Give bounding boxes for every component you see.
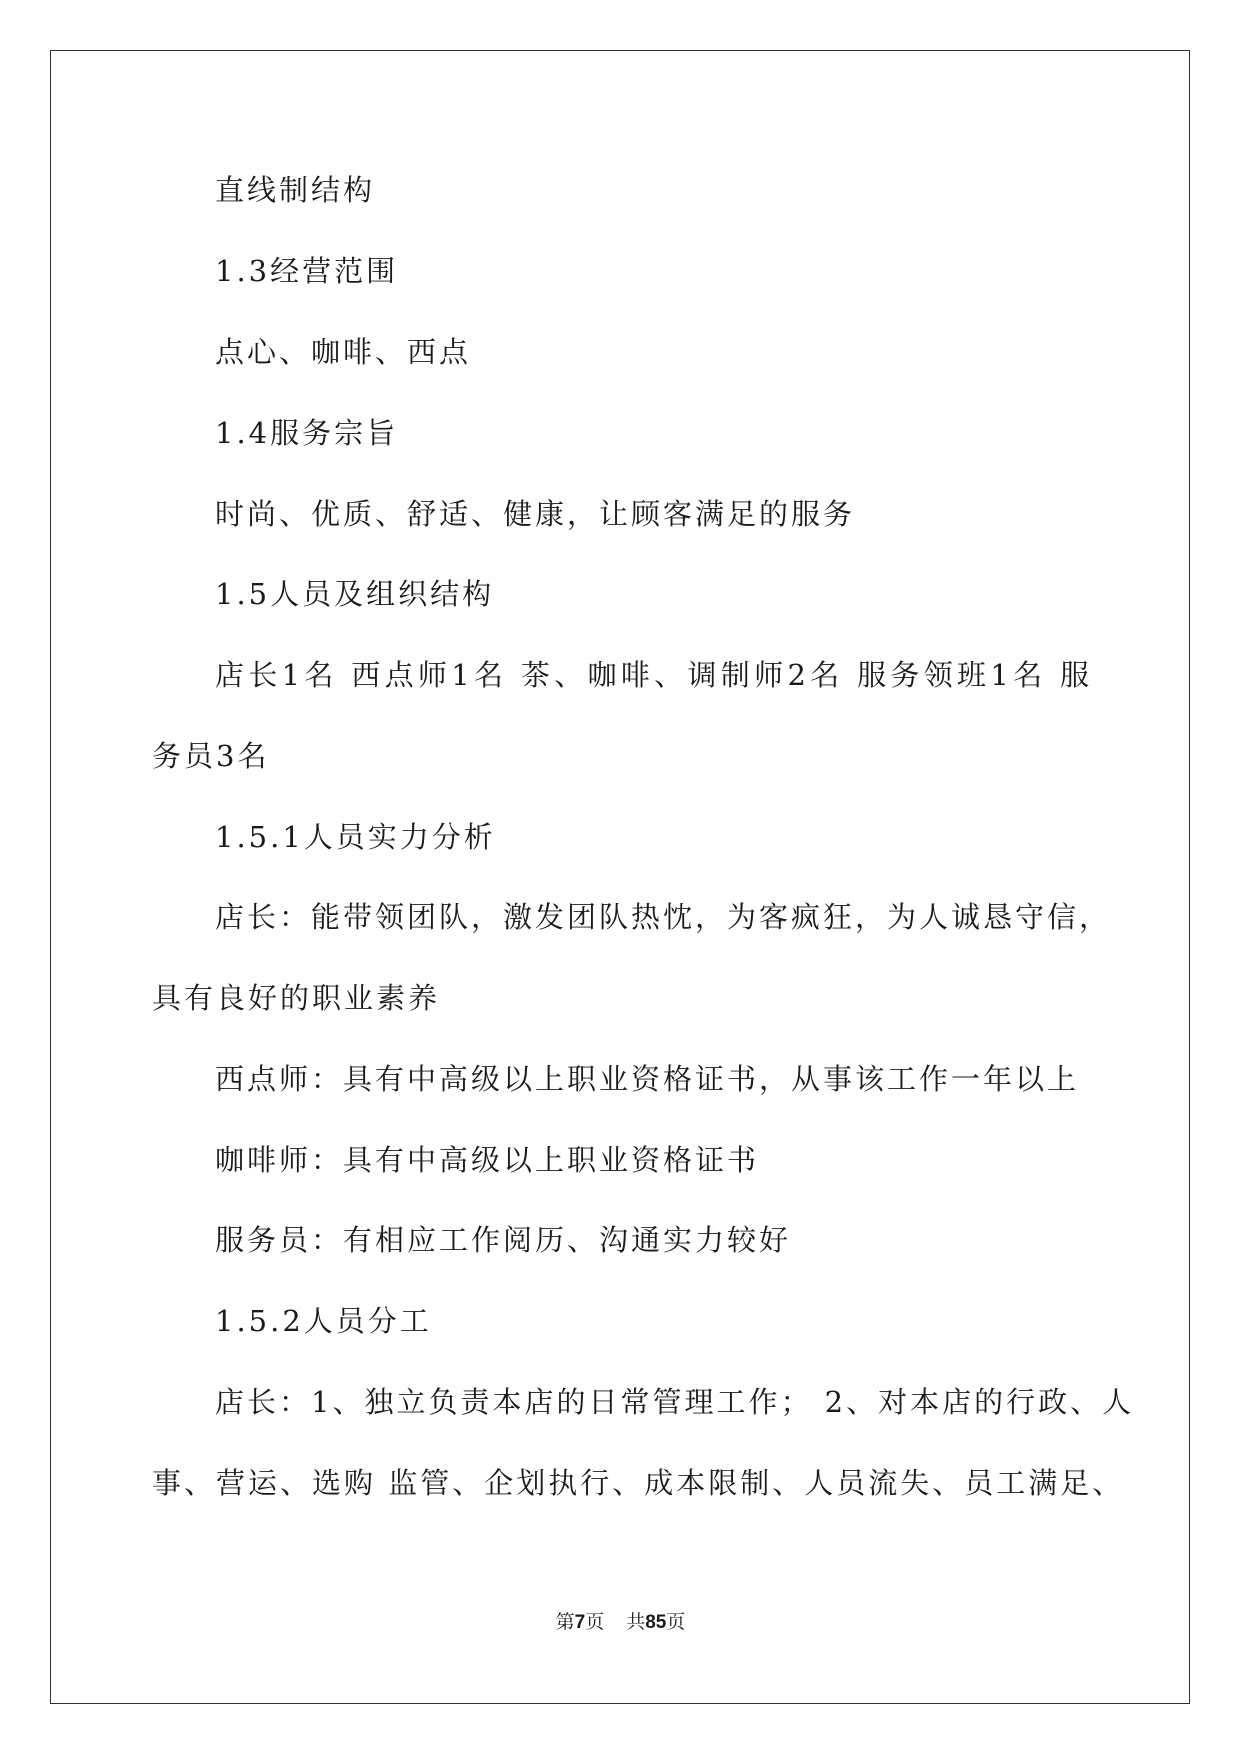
page-footer bbox=[0, 1610, 1241, 1635]
text-line-5: 时尚、优质、舒适、健康，让顾客满足的服务 bbox=[215, 497, 856, 531]
text-line-10: 店长：能带领团队，激发团队热忱，为客疯狂，为人诚恳守信， bbox=[215, 900, 1112, 934]
text-line-16: 店长：1、独立负责本店的日常管理工作； 2、对本店的行政、人 bbox=[215, 1385, 1135, 1419]
text-line-3: 点心、咖啡、西点 bbox=[215, 335, 472, 369]
text-line-7: 店长1名 西点师1名 茶、咖啡、调制师2名 服务领班1名 服 bbox=[215, 658, 1092, 692]
footer-page-prefix: 第 bbox=[555, 1611, 575, 1633]
footer-total-suffix: 页 bbox=[666, 1611, 686, 1633]
heading-1-5-2: 1.5.2人员分工 bbox=[215, 1304, 432, 1338]
text-line-13: 咖啡师：具有中高级以上职业资格证书 bbox=[215, 1143, 760, 1177]
text-line-14: 服务员：有相应工作阅历、沟通实力较好 bbox=[215, 1223, 792, 1257]
heading-1-5-1: 1.5.1人员实力分析 bbox=[215, 820, 496, 854]
text-line-12: 西点师：具有中高级以上职业资格证书，从事该工作一年以上 bbox=[215, 1062, 1080, 1096]
text-line-1: 直线制结构 bbox=[215, 173, 376, 207]
text-line-17: 事、营运、选购 监管、企划执行、成本限制、人员流失、员工满足、 bbox=[152, 1466, 1125, 1500]
footer-page-suffix: 页 bbox=[585, 1611, 605, 1633]
footer-total-prefix: 共 bbox=[626, 1611, 646, 1633]
text-line-8: 务员3名 bbox=[152, 739, 270, 773]
footer-page-number: 7 bbox=[574, 1612, 586, 1633]
heading-1-5: 1.5人员及组织结构 bbox=[215, 577, 495, 611]
text-line-11: 具有良好的职业素养 bbox=[152, 981, 441, 1015]
page-border bbox=[50, 50, 1190, 1704]
heading-1-4: 1.4服务宗旨 bbox=[215, 416, 399, 450]
footer-total-pages: 85 bbox=[645, 1612, 667, 1633]
heading-1-3: 1.3经营范围 bbox=[215, 254, 399, 288]
